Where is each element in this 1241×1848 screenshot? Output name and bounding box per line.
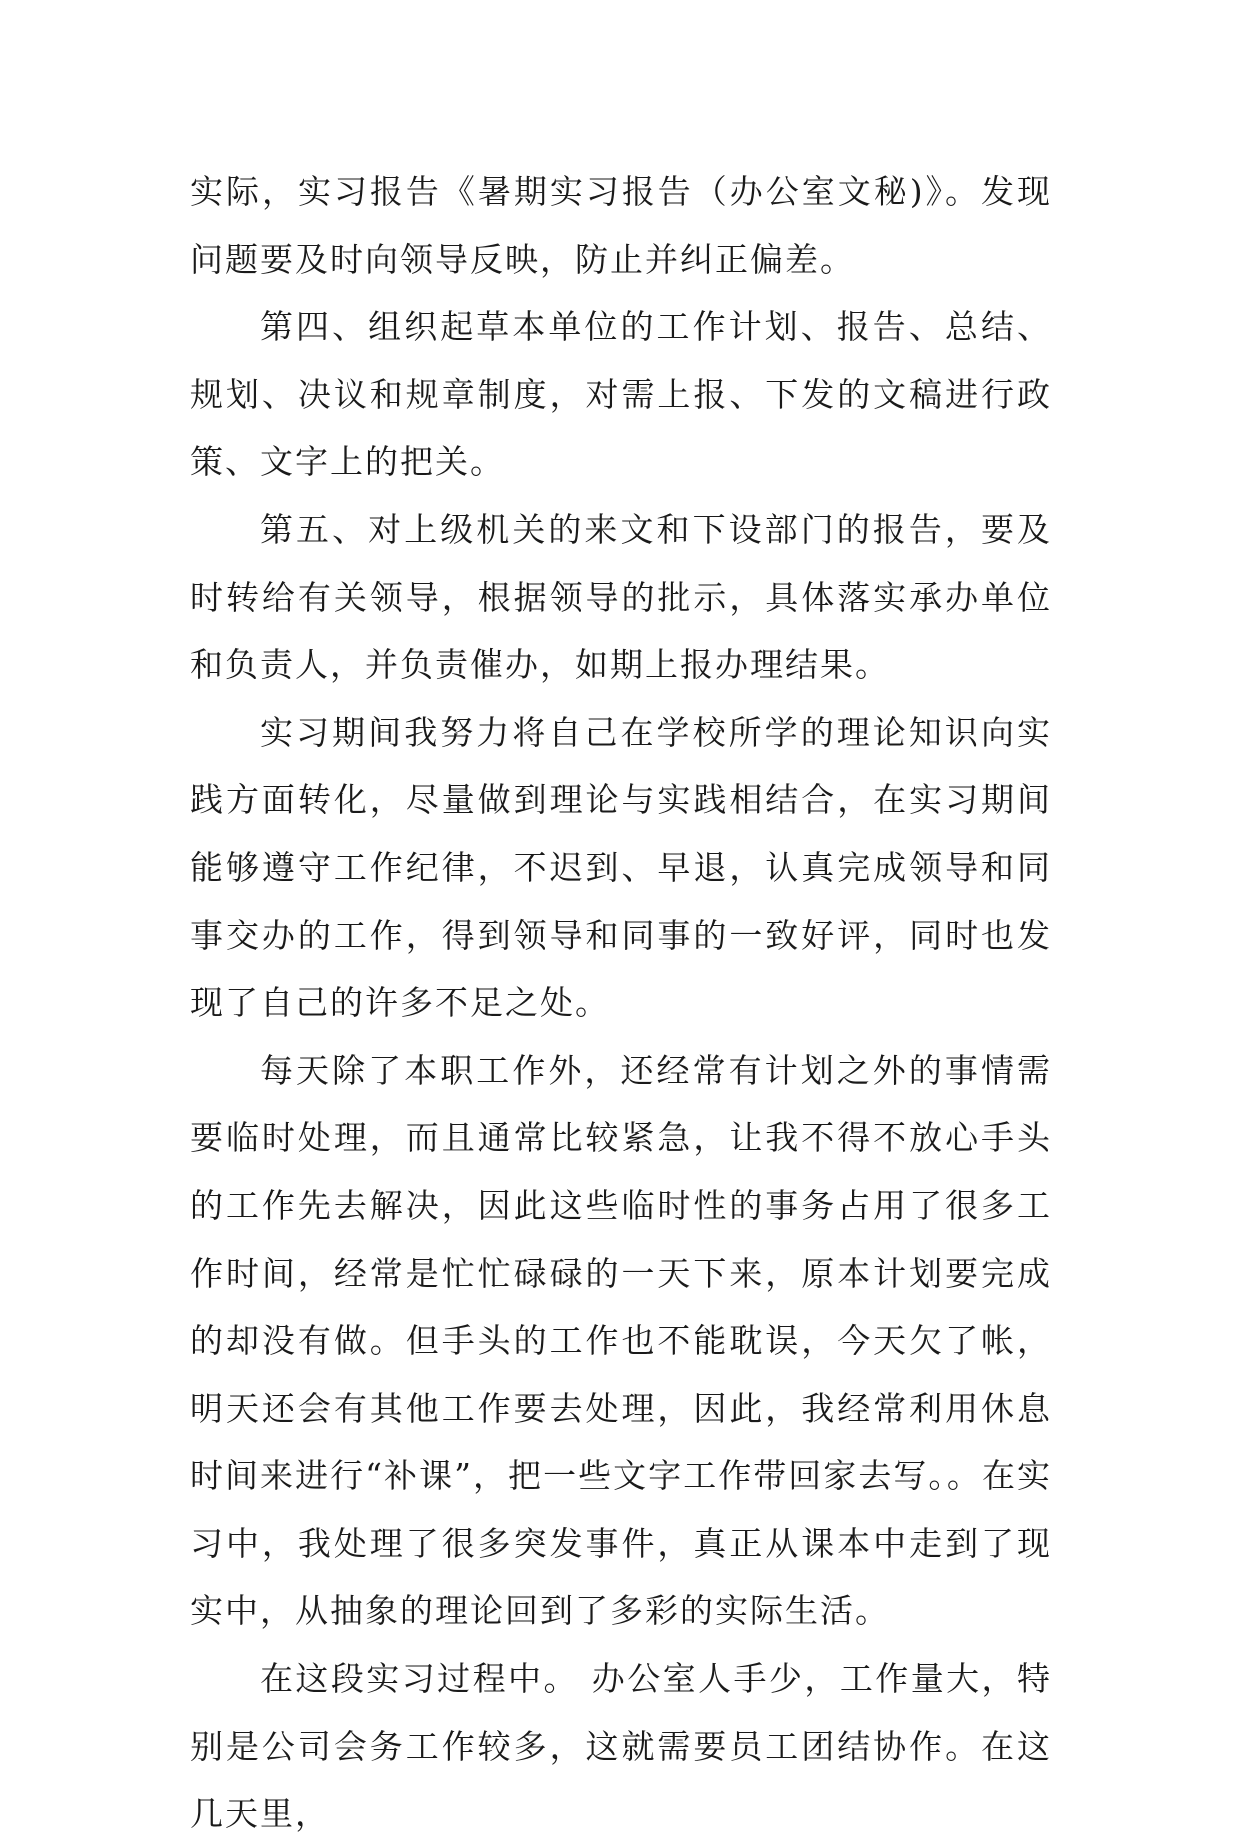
paragraph-5: 每天除了本职工作外，还经常有计划之外的事情需要临时处理，而且通常比较紧急，让我不得不放心手头的工作先去解决，因此这些临时性的事务占用了很多工作时间，经常是忙忙碌碌的一天下来，原本计划要完成的却没有做。但手头的工作也不能耽误，今天欠了帐，明天还会有其他工作要去处理，因此，我经常利用休息时间来进行“补课”，把一些文字工作带回家去写。。在实习中，我处理了很多突发事件，真正从课本中走到了现实中，从抽象的理论回到了多彩的实际生活。 — [190, 1050, 1052, 1631]
paragraph-2: 第四、组织起草本单位的工作计划、报告、总结、规划、决议和规章制度，对需上报、下发的文稿进行政策、文字上的把关。 — [190, 307, 1052, 482]
paragraph-4: 实习期间我努力将自己在学校所学的理论知识向实践方面转化，尽量做到理论与实践相结合，在实习期间能够遵守工作纪律，不迟到、早退，认真完成领导和同事交办的工作，得到领导和同事的一致好评，同时也发现了自己的许多不足之处。 — [190, 712, 1052, 1023]
paragraph-6: 在这段实习过程中。 办公室人手少，工作量大，特别是公司会务工作较多，这就需要员工团结协作。在这几天里， — [190, 1659, 1052, 1834]
document-page — [190, 158, 1052, 1848]
paragraph-1: 实际，实习报告《暑期实习报告（办公室文秘)》。发现问题要及时向领导反映，防止并纠正偏差。 — [190, 172, 1052, 279]
paragraph-3: 第五、对上级机关的来文和下设部门的报告，要及时转给有关领导，根据领导的批示，具体落实承办单位和负责人，并负责催办，如期上报办理结果。 — [190, 509, 1052, 685]
